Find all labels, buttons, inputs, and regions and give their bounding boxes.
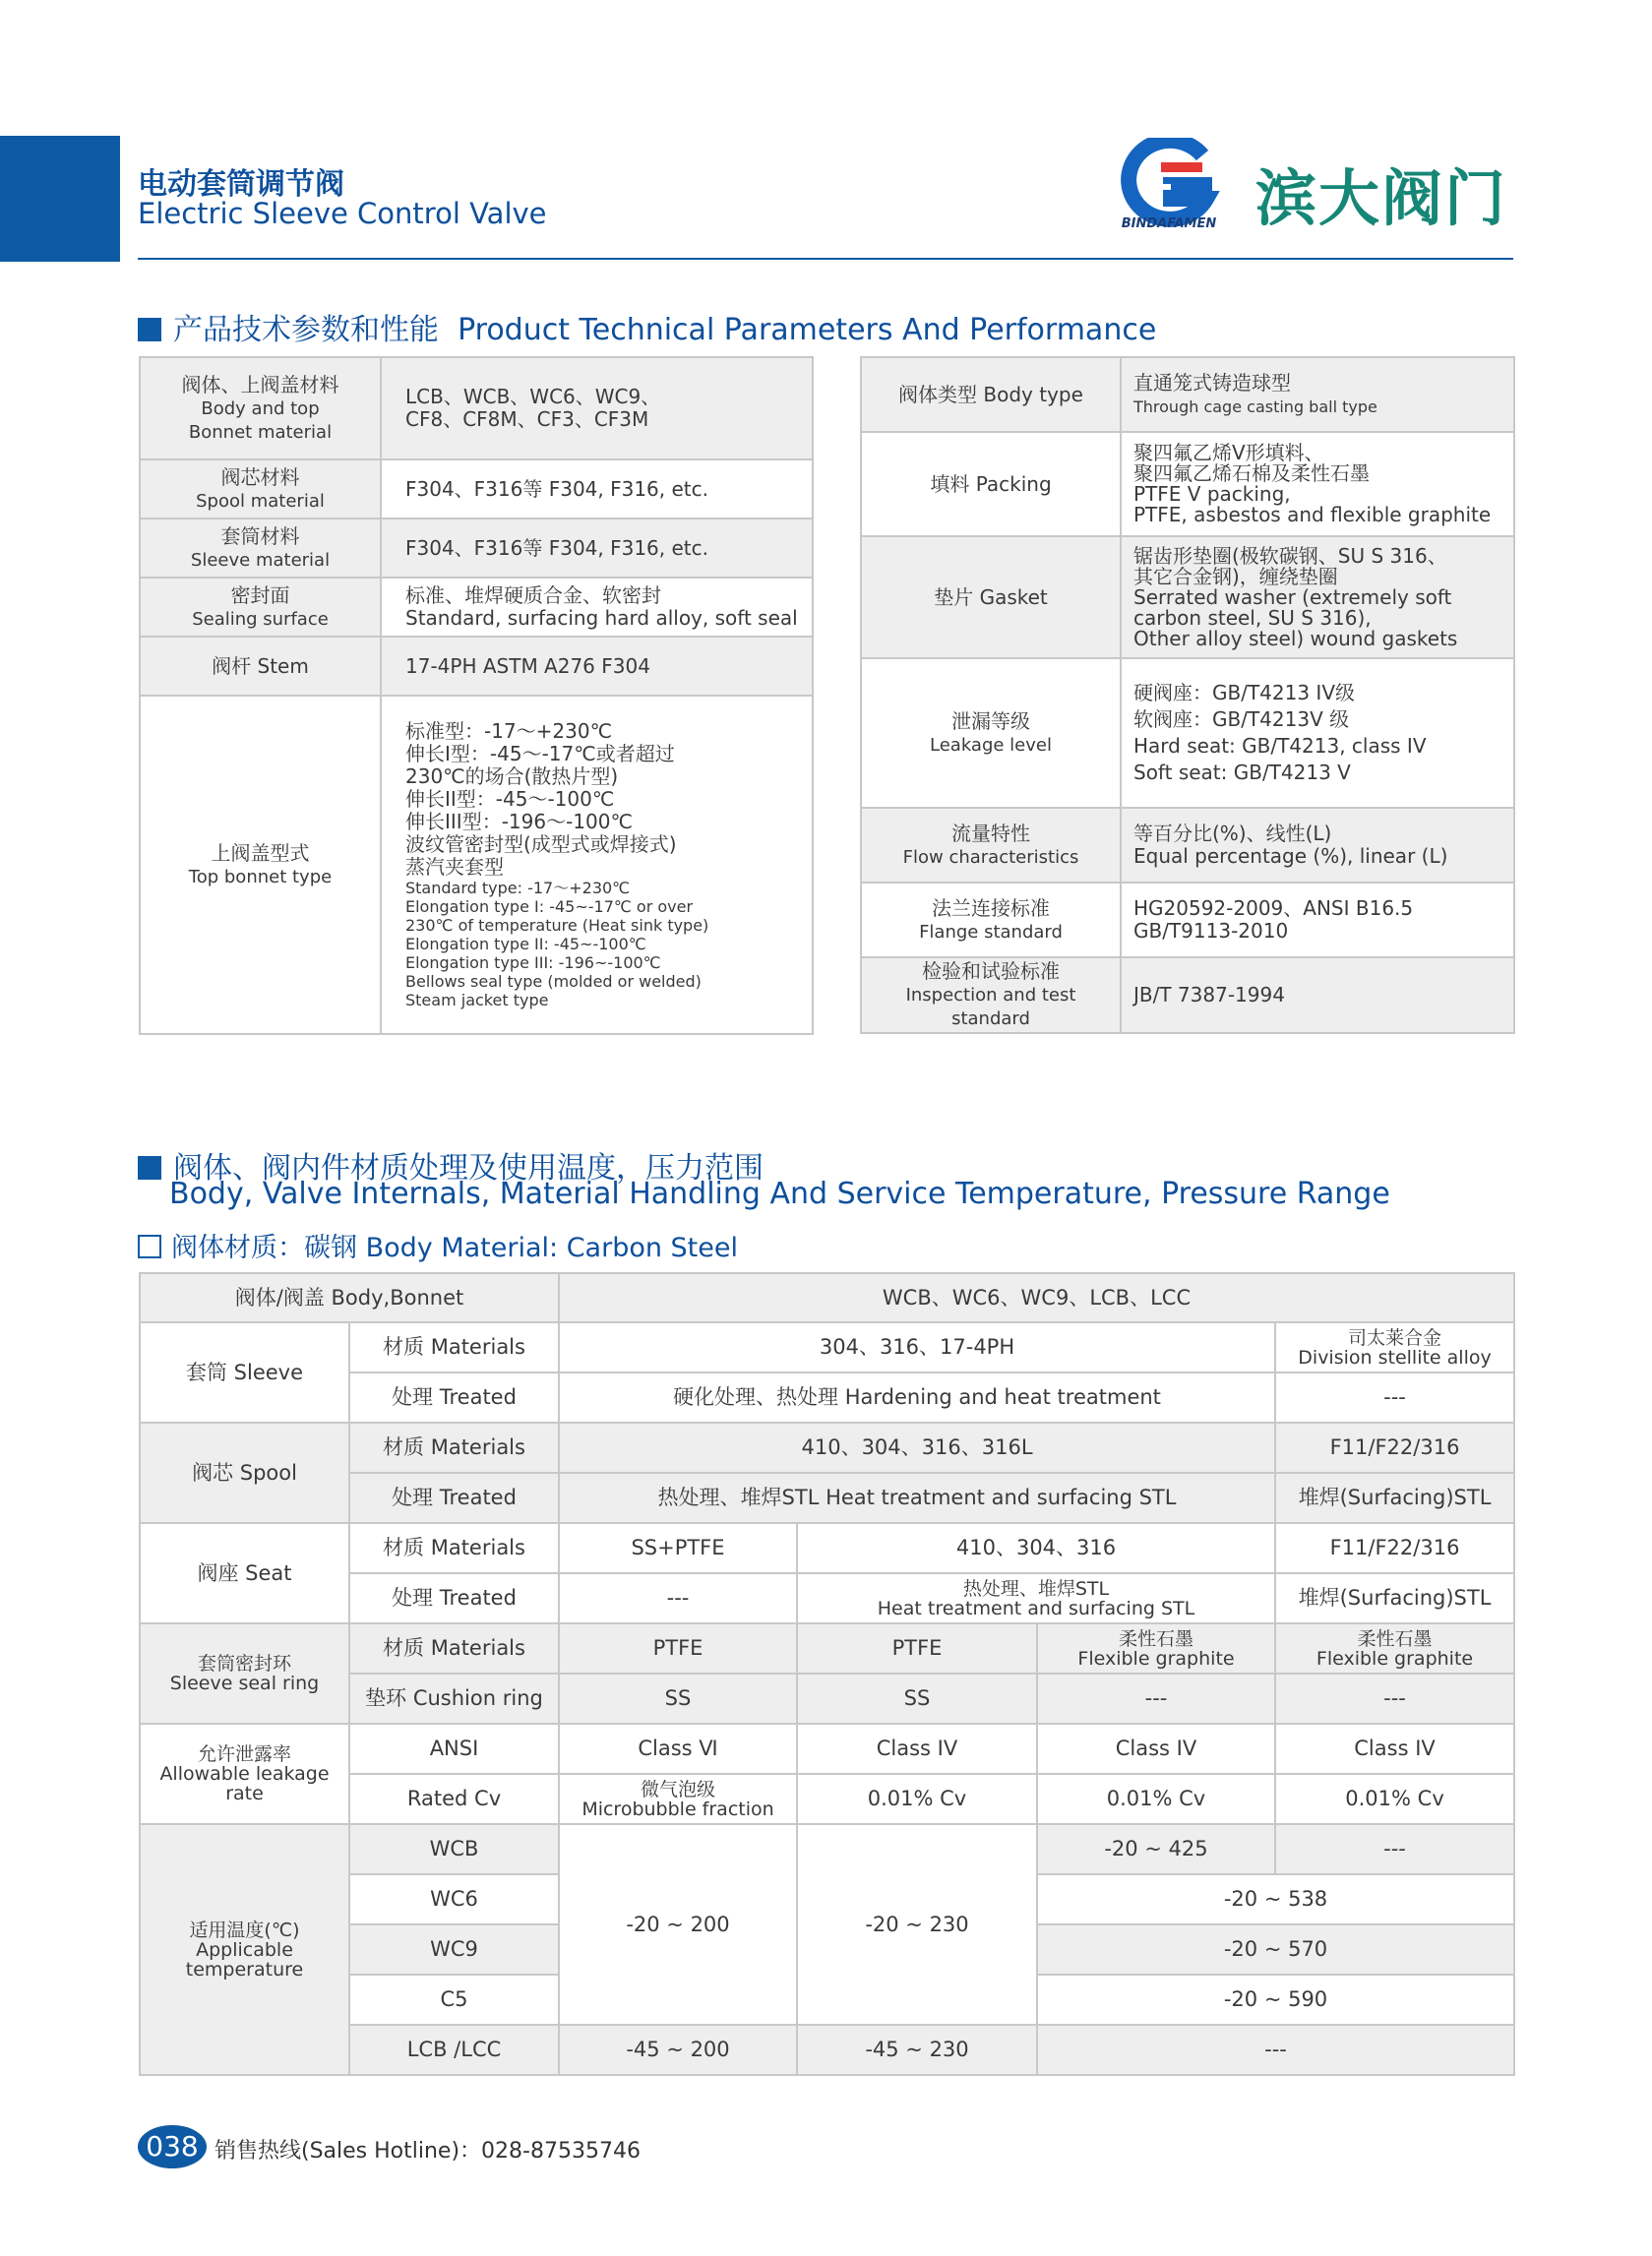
square-bullet-icon <box>138 1156 161 1180</box>
header-accent-block <box>0 136 120 262</box>
section2-title-en: Body, Valve Internals, Material Handling And Service Temperature, Pressure Range <box>169 1177 1390 1211</box>
table-row: 垫片 Gasket 锯齿形垫圈(极软碳钢、SU S 316、 其它合金钢)，缠绕垫圈 Serrated washer (extremely soft carbon steel, SU S 316), Other alloy steel) wound gaskets <box>861 536 1514 658</box>
table-row: 法兰连接标准 Flange standard HG20592-2009、ANSI B16.5 GB/T9113-2010 <box>861 883 1514 957</box>
table-row: 套筒 Sleeve 材质 Materials 304、316、17-4PH 司太莱合金 Division stellite alloy <box>140 1322 1514 1372</box>
page-title-en: Electric Sleeve Control Valve <box>138 197 547 230</box>
section2-subtitle: 阀体材质：碳钢 Body Material: Carbon Steel <box>138 1226 738 1264</box>
table-row: 阀芯 Spool 材质 Materials 410、304、316、316L F11/F22/316 <box>140 1423 1514 1473</box>
material-table <box>139 1272 1515 2076</box>
table-row: 套筒材料 Sleeve material F304、F316等 F304, F316, etc. <box>140 518 813 578</box>
section1-title: 产品技术参数和性能 Product Technical Parameters And Performance <box>138 305 1156 348</box>
table-row: 处理 Treated --- 热处理、堆焊STL Heat treatment and surfacing STL 堆焊(Surfacing)STL <box>140 1573 1514 1623</box>
table-row: 处理 Treated 硬化处理、热处理 Hardening and heat treatment --- <box>140 1372 1514 1423</box>
table-row: 套筒密封环 Sleeve seal ring 材质 Materials PTFE PTFE 柔性石墨 Flexible graphite 柔性石墨 Flexible graphite <box>140 1623 1514 1674</box>
table-row: 适用温度(℃) Applicable temperature WCB -20 ~ 200 -20 ~ 230 -20 ~ 425 --- <box>140 1824 1514 1874</box>
table-row: 阀芯材料 Spool material F304、F316等 F304, F316, etc. <box>140 459 813 518</box>
table-row: 垫环 Cushion ring SS SS --- --- <box>140 1674 1514 1724</box>
square-bullet-icon <box>138 318 161 341</box>
brand-logo-text: BINDAFAMEN <box>1121 216 1217 231</box>
table-row: C5 -20 ~ 590 <box>140 1975 1514 2025</box>
table-row: 阀体、上阀盖材料 Body and top Bonnet material LCB、WCB、WC6、WC9、 CF8、CF8M、CF3、CF3M <box>140 357 813 459</box>
table-row: 上阀盖型式 Top bonnet type 标准型：-17～+230℃ 伸长I型：-45～-17℃或者超过 230℃的场合(散热片型) 伸长II型：-45～-100℃ 伸长III型：-196～-100℃ 波纹管密封型(成型式或焊接式) 蒸汽夹套型 Standard type: -17～+230℃ Elongation type I: -45~-17℃ or over 230℃ of temperature (Heat sink type) Elongation type II: -45~-100℃ Elongation type III: -196~-100℃ Bellows seal type (molded or welded) Steam jacket type <box>140 696 813 1034</box>
brand-name: 滨大阀门 <box>1255 162 1508 234</box>
sales-hotline: 销售热线(Sales Hotline)：028-87535746 <box>214 2139 641 2164</box>
square-outline-icon <box>138 1235 161 1258</box>
table-row: 检验和试验标准 Inspection and test standard JB/T 7387-1994 <box>861 957 1514 1033</box>
page-title-zh: 电动套筒调节阀 <box>138 167 344 202</box>
table-row: LCB /LCC -45 ~ 200 -45 ~ 230 --- <box>140 2025 1514 2075</box>
header-divider <box>138 258 1513 260</box>
left-params-table <box>139 356 814 1035</box>
table-row: WC9 -20 ~ 570 <box>140 1924 1514 1975</box>
table-row: 阀体/阀盖 Body,Bonnet WCB、WC6、WC9、LCB、LCC <box>140 1273 1514 1322</box>
table-row: 允许泄露率 Allowable leakage rate ANSI Class Ⅵ Class IV Class IV Class IV <box>140 1724 1514 1774</box>
page-number: 038 <box>138 2125 207 2168</box>
table-row: 泄漏等级 Leakage level 硬阀座：GB/T4213 IV级 软阀座：GB/T4213V 级 Hard seat: GB/T4213, class IV Soft seat: GB/T4213 V <box>861 658 1514 808</box>
table-row: 流量特性 Flow characteristics 等百分比(%)、线性(L) Equal percentage (%), linear (L) <box>861 808 1514 883</box>
table-row: 填料 Packing 聚四氟乙烯V形填料、 聚四氟乙烯石棉及柔性石墨 PTFE V packing, PTFE, asbestos and flexible graphite <box>861 432 1514 536</box>
table-row: Rated Cv 微气泡级 Microbubble fraction 0.01% Cv 0.01% Cv 0.01% Cv <box>140 1774 1514 1824</box>
right-params-table <box>860 356 1515 1034</box>
table-row: 处理 Treated 热处理、堆焊STL Heat treatment and surfacing STL 堆焊(Surfacing)STL <box>140 1473 1514 1523</box>
table-row: 密封面 Sealing surface 标准、堆焊硬质合金、软密封 Standard, surfacing hard alloy, soft seal <box>140 578 813 637</box>
table-row: 阀体类型 Body type 直通笼式铸造球型 Through cage casting ball type <box>861 357 1514 432</box>
table-row: 阀杆 Stem 17-4PH ASTM A276 F304 <box>140 637 813 696</box>
table-row: WC6 -20 ~ 538 <box>140 1874 1514 1924</box>
section2-title: 阀体、阀内件材质处理及使用温度，压力范围 <box>138 1143 764 1187</box>
table-row: 阀座 Seat 材质 Materials SS+PTFE 410、304、316 F11/F22/316 <box>140 1523 1514 1573</box>
